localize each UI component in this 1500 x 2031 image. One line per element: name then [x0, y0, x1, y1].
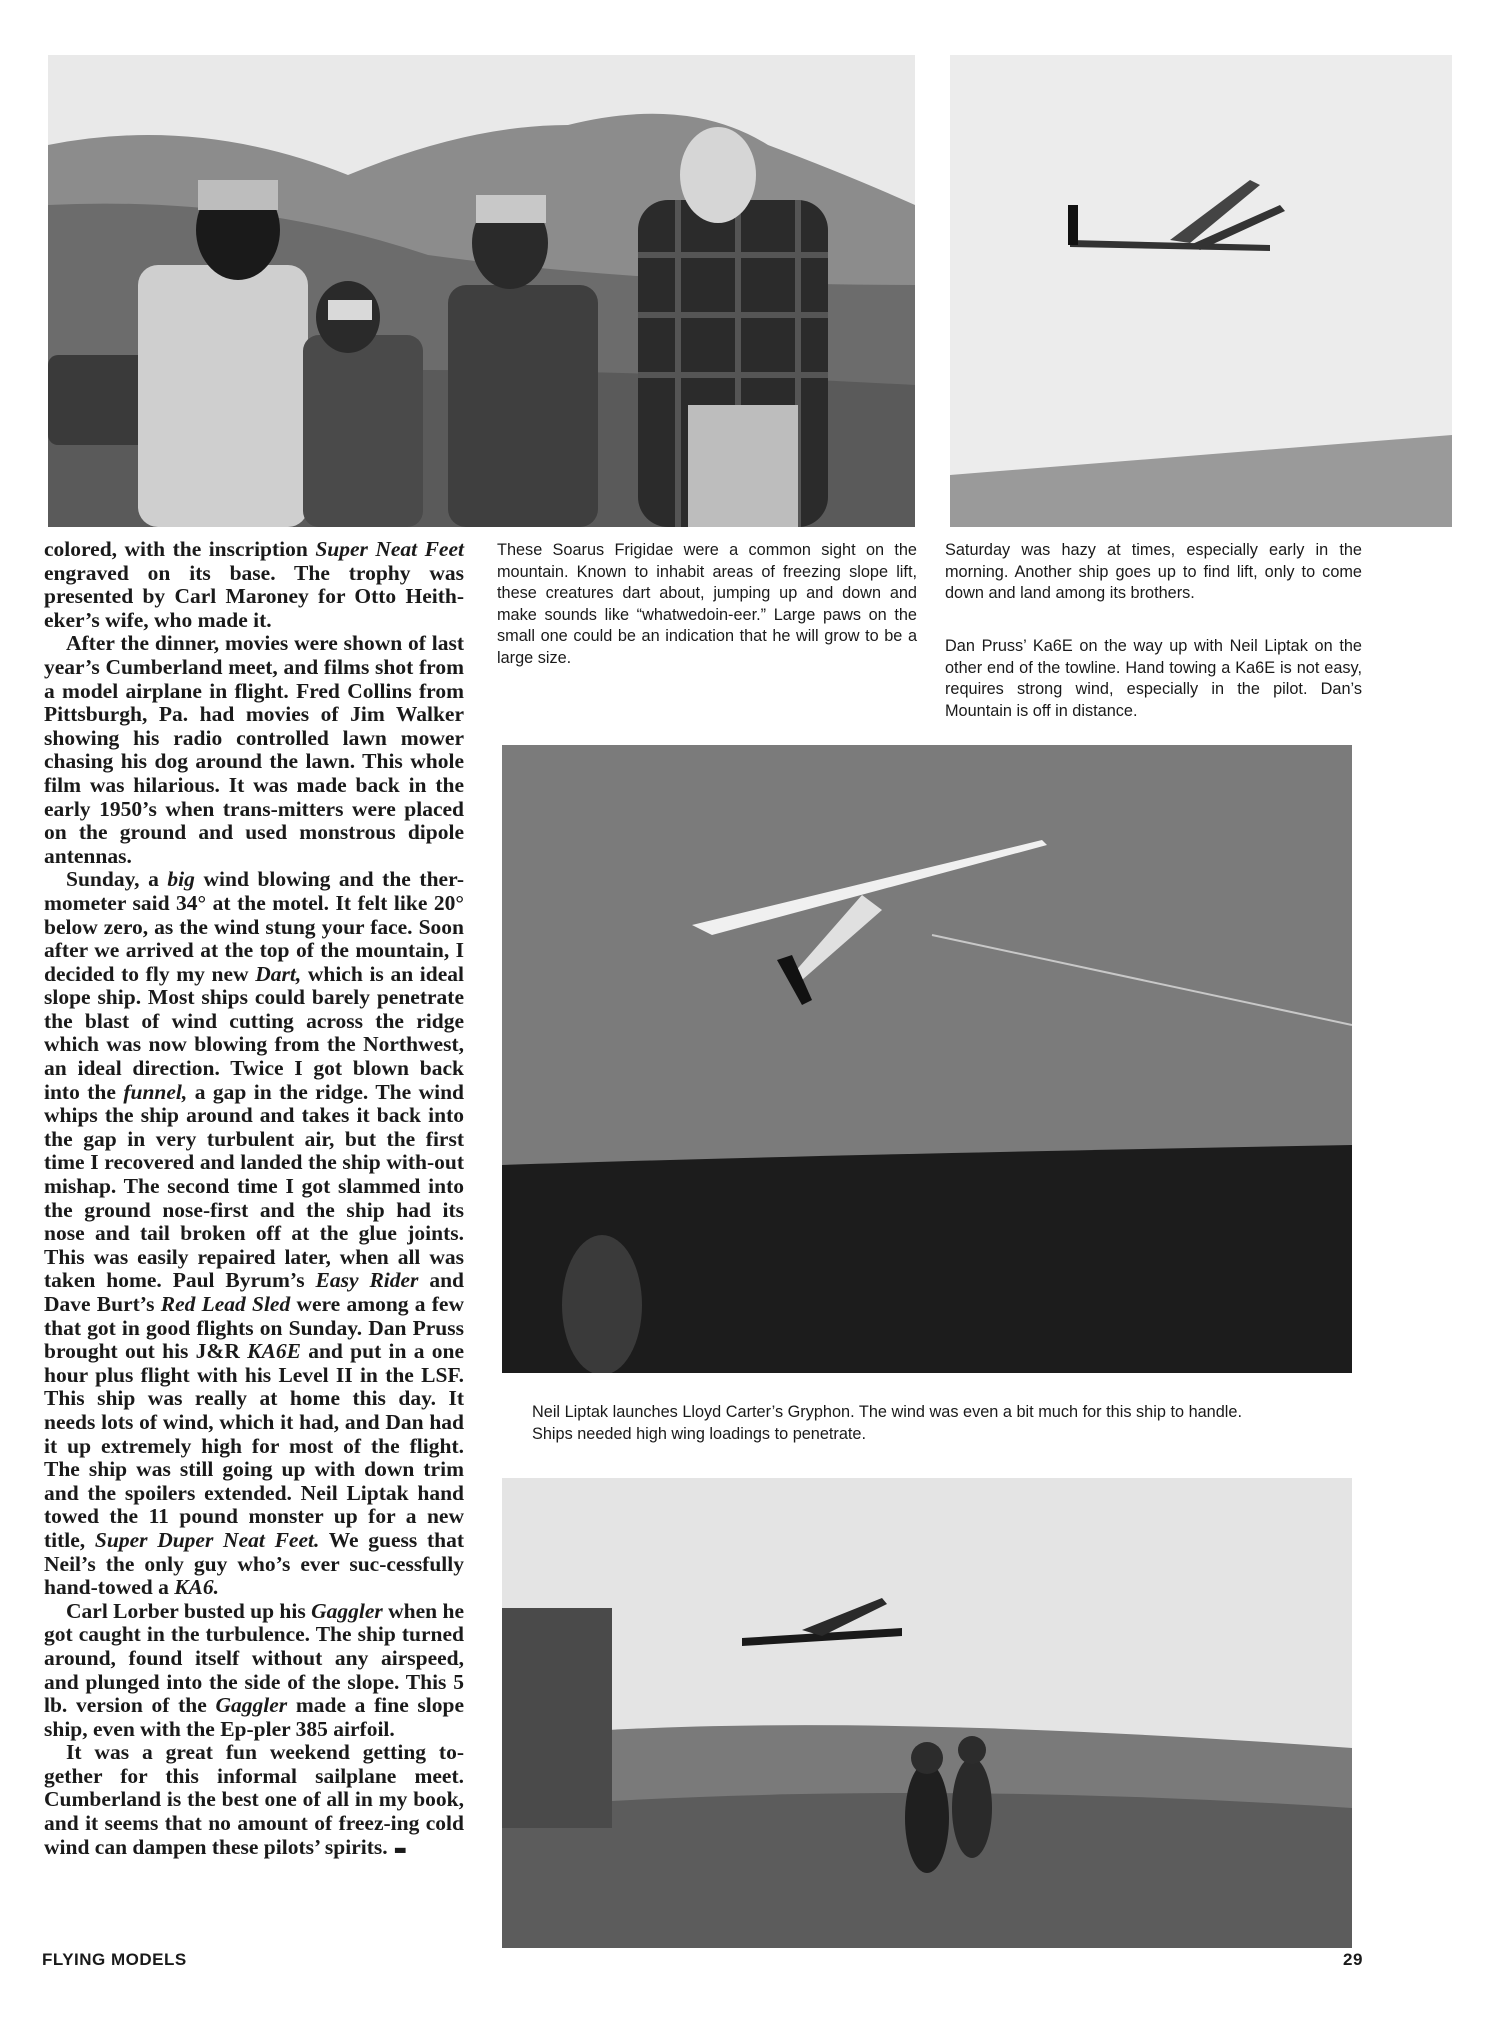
caption-soarus-frigidae: These Soarus Frigidae were a common sight on the mountain. Known to inhabit areas of freezing slope lift, these creatures dart about, jumping up and down and make sounds like “whatwedoin-eer.” Large paws on the small one could be an indication that he will grow to be a large size.	[497, 541, 917, 667]
text-run: when he got caught in the turbulence. The ship turned around, found itself without any airspeed, and plunged into the side of the slope. This 5 lb. version of the	[44, 1598, 465, 1718]
end-of-article-mark-icon: ▬	[393, 1841, 407, 1858]
title-run: Super Neat Feet	[315, 537, 464, 561]
article-paragraph	[44, 538, 464, 632]
text-run: a gap in the ridge. The wind whips the ship around and takes it back into the gap in very turbulent air, but the first time I recovered and landed the ship with-out mishap. The second time I got slammed into the ground nose-first and the ship had its nose and tail broken off at the glue joints. This was easily repaired later, when all was taken home. Paul Byrum’s	[44, 1079, 465, 1293]
title-run: Easy Rider	[315, 1268, 419, 1293]
title-run: KA6E	[247, 1339, 301, 1364]
article-paragraph: After the dinner, movies were shown of last year’s Cumberland meet, and films shot from a model airplane in flight. Fred Collins from Pittsburgh, Pa. had movies of Jim Walker showing his radio controlled lawn mower chasing his dog around the lawn. This whole film was hilarious. It was made back in the early 1950’s when trans-mitters were placed on the ground and used monstrous dipole antennas.	[44, 631, 464, 868]
emphasis-run: big	[167, 867, 195, 892]
title-run: Gaggler	[311, 1598, 383, 1623]
photo-soarus-frigidae	[48, 55, 915, 527]
article-paragraph	[44, 868, 464, 1599]
article-body	[44, 538, 464, 1862]
title-run: Red Lead Sled	[160, 1292, 291, 1316]
title-run: Gaggler	[215, 1693, 288, 1718]
glider-on-towline-photo	[502, 745, 1352, 1373]
emphasis-run: funnel,	[123, 1079, 188, 1104]
text-run: were among a few that got in good flights on Sunday. Dan Pruss brought out his J&R	[44, 1292, 464, 1364]
article-paragraph	[44, 1741, 464, 1862]
caption-pruss-ka6e: Dan Pruss’ Ka6E on the way up with Neil Liptak on the other end of the towline. Hand towing a Ka6E is not easy, requires strong wind, especially in the pilot. Dan’s Mountain is off in distance.	[945, 637, 1362, 720]
text-run: which is an ideal slope ship. Most ships could barely penetrate the blast of wind cutting across the ridge which was now blowing from the Northwest, an ideal direction. Twice I got blown back into the	[44, 961, 465, 1104]
people-in-ski-masks-photo	[48, 55, 915, 527]
photo-saturday-haze	[950, 55, 1452, 527]
text-run: We guess that Neil’s the only guy who’s ever suc-cessfully hand-towed a	[44, 1527, 464, 1600]
photo-hand-tow	[502, 1478, 1352, 1948]
glider-in-sky-photo	[950, 55, 1452, 527]
text-run: Sunday, a	[66, 867, 168, 892]
title-run: Super Duper Neat Feet.	[94, 1527, 320, 1552]
text-run: engraved on its base. The trophy was presented by Carl Maroney for Otto Heith-eker’s wife, who made it.	[44, 560, 464, 632]
magazine-name: FLYING MODELS	[42, 1950, 187, 1969]
text-run: and Dave Burt’s	[44, 1268, 464, 1316]
hand-launch-photo	[502, 1478, 1352, 1948]
caption-liptak-gryphon: Neil Liptak launches Lloyd Carter’s Gryphon. The wind was even a bit much for this ship to handle. Ships needed high wing loadings to penetrate.	[532, 1403, 1242, 1443]
caption-saturday: Saturday was hazy at times, especially early in the morning. Another ship goes up to find lift, only to come down and land among its brothers.	[945, 541, 1362, 602]
text-run: Carl Lorber busted up his	[66, 1598, 312, 1623]
text-run: It was a great fun weekend getting to-gether for this informal sailplane meet. Cumberland is the best one of all in my book, and it seems that no amount of freez-ing cold wind can dampen these pilots’ spirits.	[44, 1740, 464, 1859]
text-run: wind blowing and the ther-mometer said 34° at the motel. It felt like 20° below zero, as the wind stung your face. Soon after we arrived at the top of the mountain, I decided to fly my new	[44, 867, 464, 986]
title-run: Dart,	[255, 961, 302, 986]
text-run: colored, with the inscription	[44, 537, 316, 561]
article-paragraph	[44, 1600, 464, 1742]
text-run: and put in a one hour plus flight with his Level II in the LSF. This ship was really at home this day. It needs lots of wind, which it had, and Dan had it up extremely high for most of the flight. The ship was still going up with down trim and the spoilers extended. Neil Liptak hand towed the 11 pound monster up for a new title,	[44, 1339, 464, 1552]
page-number: 29	[1343, 1950, 1363, 1969]
photo-gryphon-launch	[502, 745, 1352, 1373]
text-run: made a fine slope ship, even with the Ep-pler 385 airfoil.	[44, 1693, 465, 1741]
title-run: KA6.	[174, 1575, 220, 1600]
